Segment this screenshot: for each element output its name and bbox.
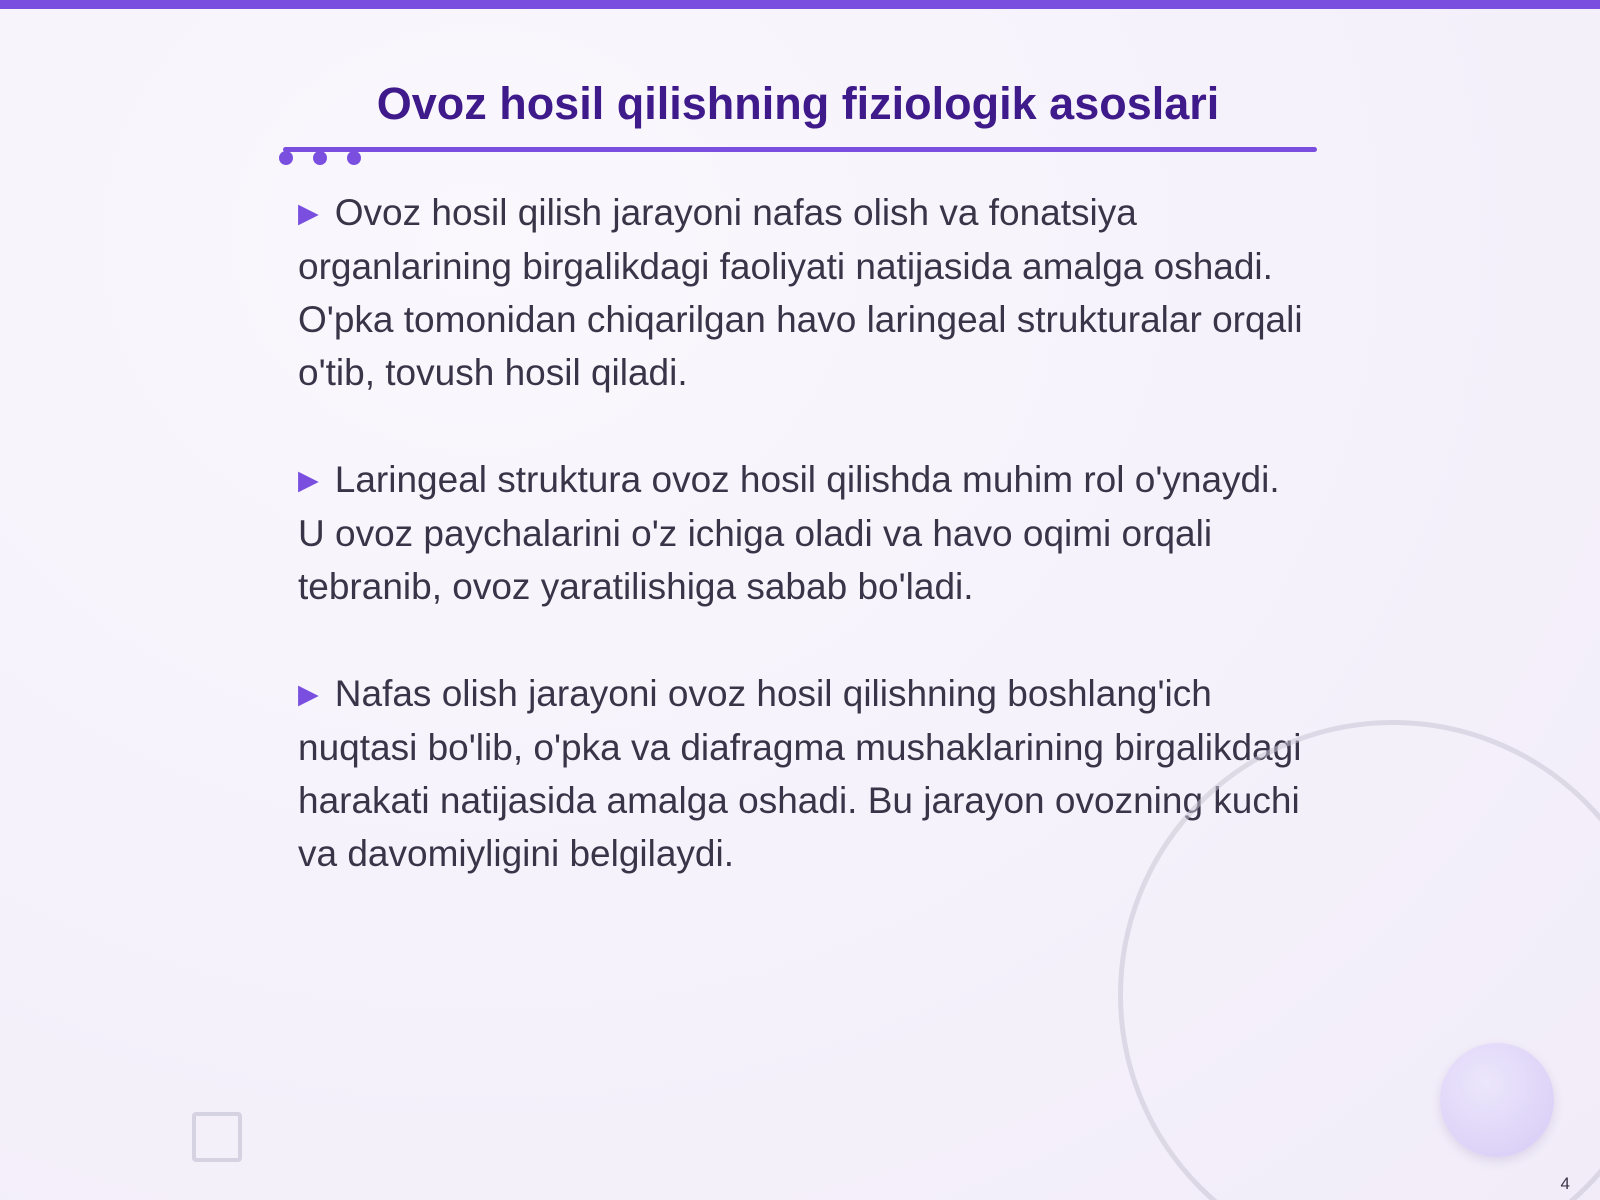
decorative-square [192, 1112, 242, 1162]
triangle-right-icon: ▶ [298, 198, 319, 228]
bullet-item [298, 667, 1308, 880]
bullet-item [298, 453, 1308, 613]
page-number: 4 [1560, 1174, 1570, 1193]
decorative-circle [1440, 1043, 1554, 1157]
bullet-text: Laringeal struktura ovoz hosil qilishda muhim rol o'ynaydi. U ovoz paychalarini o'z ichiga oladi va havo oqimi orqali tebranib, ovoz yaratilishiga sabab bo'ladi. [298, 459, 1280, 607]
triangle-right-icon: ▶ [298, 465, 319, 495]
top-accent-bar [0, 0, 1600, 9]
title-underline [283, 147, 1317, 152]
decorative-dot [347, 151, 361, 165]
decorative-dot [279, 151, 293, 165]
bullet-item [298, 186, 1308, 399]
bullet-list [298, 186, 1308, 934]
decorative-dot [313, 151, 327, 165]
slide-title: Ovoz hosil qilishning fiziologik asoslari [376, 78, 1220, 129]
triangle-right-icon: ▶ [298, 679, 319, 709]
bullet-text: Ovoz hosil qilish jarayoni nafas olish va fonatsiya organlarining birgalikdagi faoliyati natijasida amalga oshadi. O'pka tomonidan chiqarilgan havo laringeal strukturalar orqali o'tib, tovush hosil qiladi. [298, 192, 1303, 393]
bullet-text: Nafas olish jarayoni ovoz hosil qilishning boshlang'ich nuqtasi bo'lib, o'pka va diafragma mushaklarining birgalikdagi harakati natijasida amalga oshadi. Bu jarayon ovozning kuchi va davomiyligini belgilaydi. [298, 673, 1302, 874]
